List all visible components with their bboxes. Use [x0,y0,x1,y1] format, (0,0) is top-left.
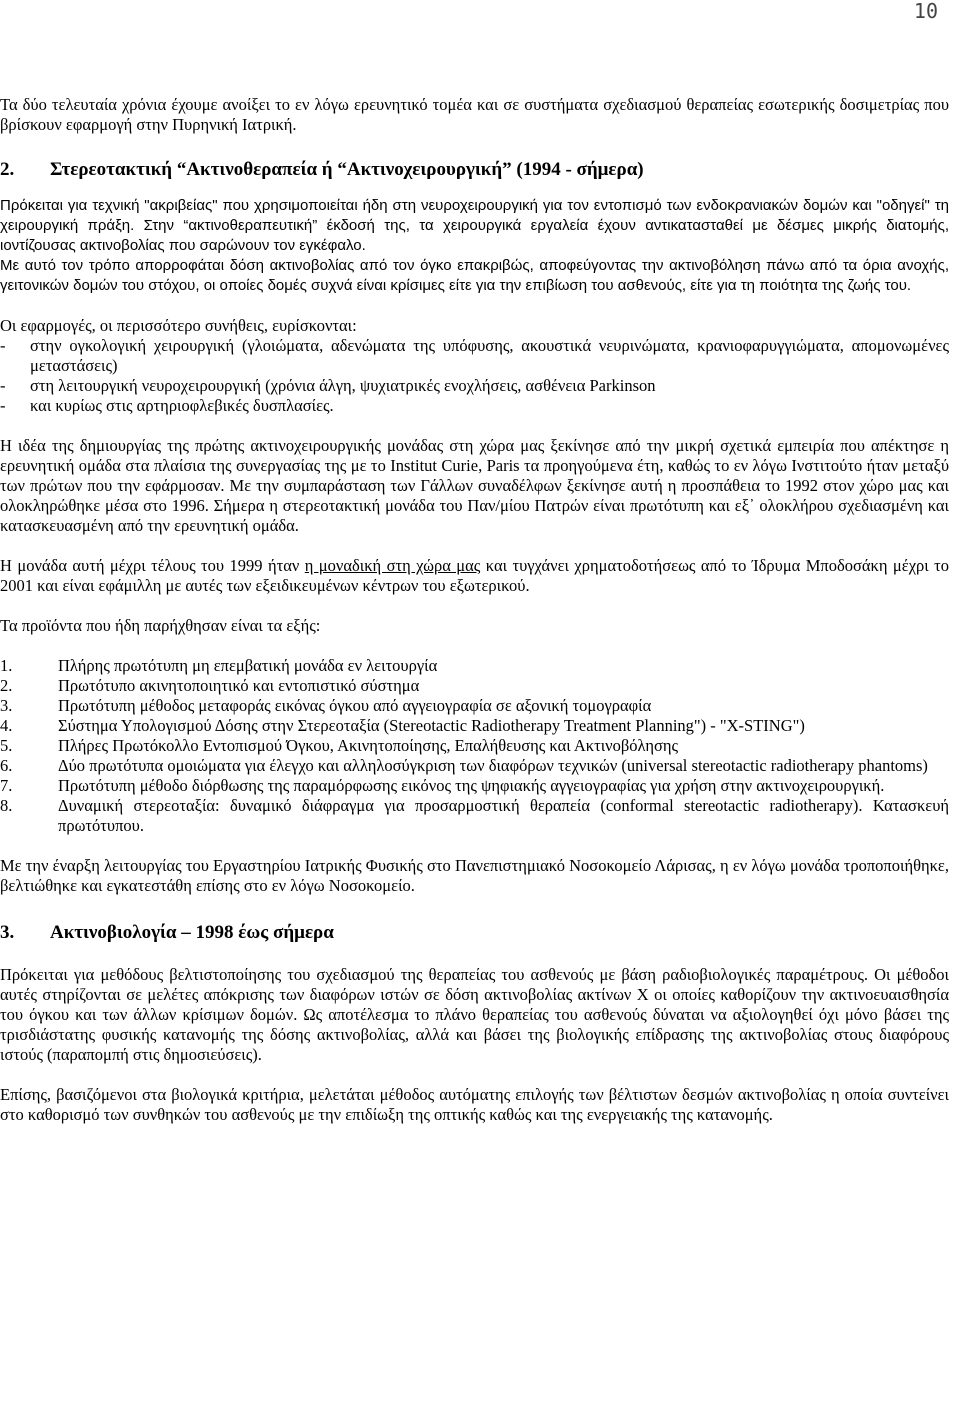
section-3-title: Ακτινοβιολογία – 1998 έως σήμερα [50,922,334,943]
list-item: - και κυρίως στις αρτηριοφλεβικές δυσπλασίες. [0,396,334,415]
list-item: - στη λειτουργική νευροχειρουργική (χρόνια άλγη, ψυχιατρικές ενοχλήσεις, ασθένεια Parkinson [0,376,656,395]
list-item: 1. Πλήρης πρωτότυπη μη επεμβατική μονάδα εν λειτουργία [0,656,438,675]
section-3-number: 3. [0,922,15,943]
list-item: 4. Σύστημα Υπολογισμού Δόσης στην Στερεοταξία (Stereotactic Radiotherapy Treatment Planning") - "X-STING") [0,716,805,735]
section-3-heading [0,921,949,945]
page-number: 10 [913,0,938,23]
list-item: 2. Πρωτότυπο ακινητοποιητικό και εντοπιστικό σύστημα [0,676,420,695]
section-2-paragraph-2: Με αυτό τον τρόπο απορροφάται δόση ακτινοβολίας από τον όγκο επακριβώς, αποφεύγοντας την ακτινοβόληση πάνω από τα όρια ανοχής, γειτονικών δομών του στόχου, οι οποίες δομές συχνά είναι κρίσιμες είτε για την επιβίωση του ασθενούς, είτε για τη ποιότητα της ζωής του. [0,257,949,294]
section-2-title: Στερεοτακτική “Ακτινοθεραπεία ή “Ακτινοχειρουργική” (1994 - σήμερα) [50,159,644,180]
section-2-paragraph-1: Πρόκειται για τεχνική "ακριβείας" που χρησιμοποιείται ήδη στη νευροχειρουργική για τον εντοπισμό των ενδοκρανιακών δομών και "οδηγεί" τη χειρουργική πράξη. Στην “ακτινοθεραπευτική” έκδοσή της, τα χειρουργικά εργαλεία έχουν αντικατασταθεί με δέσμες μικρής διατομής, ιοντίζουσας ακτινοβολίας που σαρώνουν τον εγκέφαλο. [0,197,949,254]
products-intro: Τα προϊόντα που ήδη παρήχθησαν είναι τα εξής: [0,616,321,635]
list-item: 5. Πλήρες Πρωτόκολλο Εντοπισμού Όγκου, Ακινητοποίησης, Επαλήθευσης και Ακτινοβόλησης [0,736,679,755]
intro-paragraph: Τα δύο τελευταία χρόνια έχουμε ανοίξει το εν λόγω ερευνητικό τομέα και σε συστήματα σχεδιασμού θεραπείας εσωτερικής δοσιμετρίας που βρίσκουν εφαρμογή στην Πυρηνική Ιατρική. [0,95,949,134]
list-item: 6. Δύο πρωτότυπα ομοιώματα για έλεγχο και αλληλοσύγκριση των διαφόρων τεχνικών (universal stereotactic radiotherapy phantoms) [0,756,928,775]
list-item: 7. Πρωτότυπη μέθοδο διόρθωσης της παραμόρφωσης εικόνος της ψηφιακής αγγειογραφίας για χρήση στην ακτινοχειρουργική. [0,776,885,795]
applications-list [0,336,949,416]
section-2-paragraph-3: Η ιδέα της δημιουργίας της πρώτης ακτινοχειρουργικής μονάδας στη χώρα μας ξεκίνησε από την μικρή σχετικά εμπειρία που απέκτησε η ερευνητική ομάδα στα πλαίσια της συνεργασίας της με το Institut Curie, Paris τα προηγούμενα έτη, καθώς το εν λόγω Ινστιτούτο ήταν μεταξύ των πρώτων που την εφάρμοσαν. Με την συμπαράσταση των Γάλλων συναδέλφων ξεκίνησε αυτή η προσπάθεια το 1992 στον χώρο μας και ολοκληρώθηκε μέσα στο 1996. Σήμερα η στερεοτακτική μονάδα του Παν/μίου Πατρών είναι πρωτότυπη και εξ᾽ ολοκλήρου σχεδιασμένη και κατασκευασμένη από την ερευνητική ομάδα. [0,436,949,535]
section-3-paragraph-2: Επίσης, βασιζόμενοι στα βιολογικά κριτήρια, μελετάται μέθοδος αυτόματης επιλογής των βέλτιστων δεσμών ακτινοβολίας η οποία συντείνει στο καθορισμό των συνθηκών του ασθενούς με την επιδίωξη της οπτικής καθώς και της ενεργειακής της κατανομής. [0,1085,949,1124]
list-item: 3. Πρωτότυπη μέθοδος μεταφοράς εικόνας όγκου από αγγειογραφία σε αξονική τομογραφία [0,696,652,715]
section-2-heading [0,158,949,182]
underlined-phrase: η μοναδική στη χώρα μας [304,556,481,575]
section-2-number: 2. [0,159,15,180]
section-2-paragraph-5: Με την έναρξη λειτουργίας του Εργαστηρίου Ιατρικής Φυσικής στο Πανεπιστημιακό Νοσοκομείο Λάρισας, η εν λόγω μονάδα τροποποιήθηκε, βελτιώθηκε και εγκατεστάθη επίσης στο εν λόγω Νοσοκομείο. [0,856,949,895]
products-list [0,656,949,836]
applications-intro: Οι εφαρμογές, οι περισσότερο συνήθεις, ευρίσκονται: [0,316,357,335]
section-2-paragraph-4: Η μονάδα αυτή μέχρι τέλους του 1999 ήταν η μοναδική στη χώρα μας και τυγχάνει χρηματοδοτήσεως από το Ίδρυμα Μποδοσάκη μέχρι το 2001 και είναι εφάμιλλη με αυτές των εξειδικευμένων κέντρων του εξωτερικού. [0,556,950,595]
document-body [0,95,949,1125]
list-item: 8. Δυναμική στερεοταξία: δυναμικό διάφραγμα για προσαρμοστική θεραπεία (conformal stereotactic radiotherapy). Κατασκευή πρωτότυπου. [0,796,949,835]
list-item: - στην ογκολογική χειρουργική (γλοιώματα, αδενώματα της υπόφυσης, ακουστικά νευρινώματα, κρανιοφαρυγγιώματα, απομονωμένες μεταστάσεις) [0,336,949,375]
section-3-paragraph-1: Πρόκειται για μεθόδους βελτιστοποίησης του σχεδιασμού της θεραπείας του ασθενούς με βάση ραδιοβιολογικές παραμέτρους. Οι μέθοδοι αυτές στηρίζονται σε μελέτες απόκρισης των διαφόρων ιστών σε δόση ακτινοβολίας ακτίνων Χ οι οποίες καθορίζουν την ακτινοευαισθησία του όγκου και των άλλων κρίσιμων δομών. Ως αποτέλεσμα το πλάνο θεραπείας του ασθενούς δύναται να αξιολογηθεί όχι μόνο βάσει της τρισδιάστατης φυσικής κατανομής της δόσης ακτινοβολίας, αλλά και βάσει της βιολογικής επίδρασης της ακτινοβολίας στους διαφόρους ιστούς (παραπομπή στις δημοσιεύσεις). [0,965,949,1064]
